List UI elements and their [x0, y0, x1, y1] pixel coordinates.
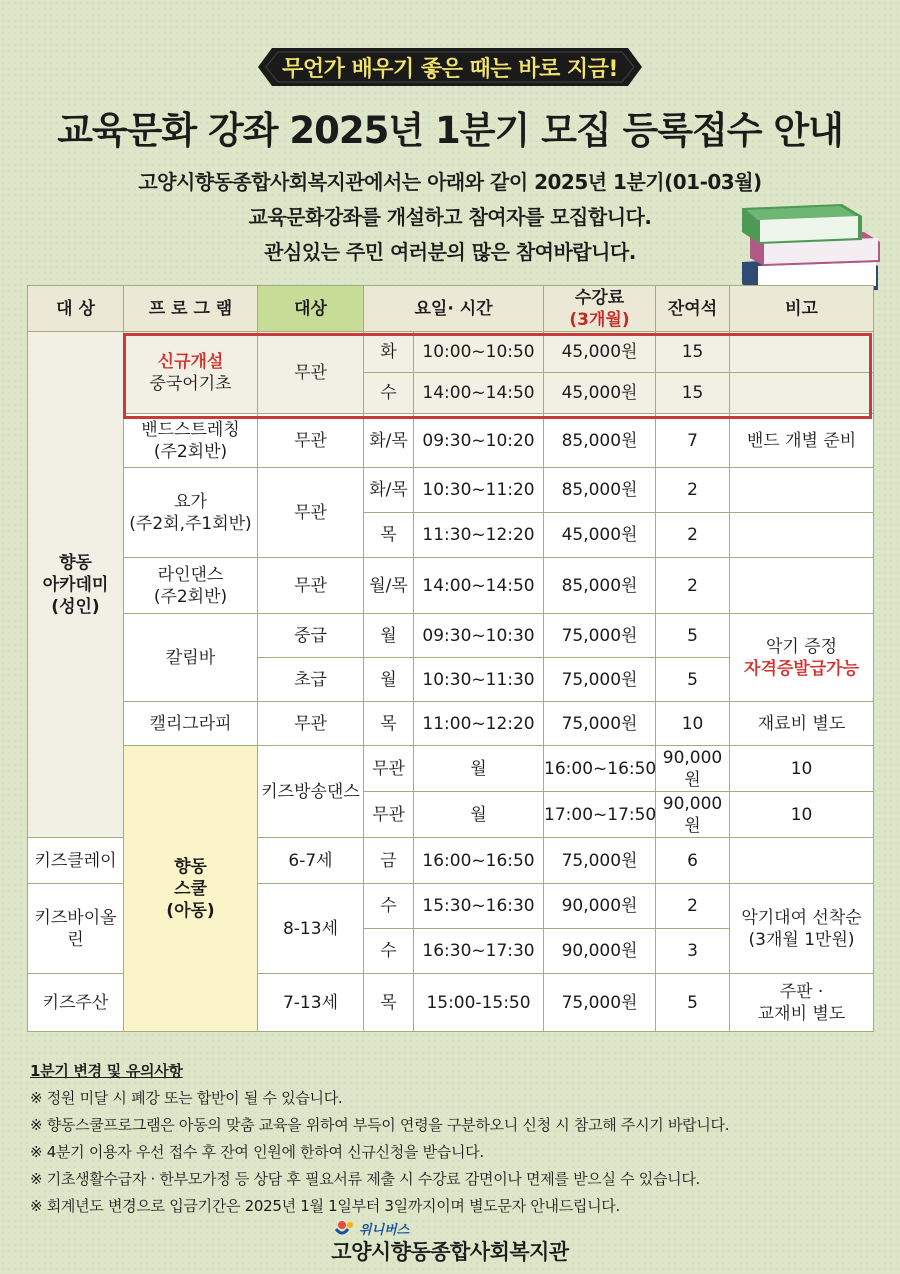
note-cell [730, 614, 874, 702]
day-cell: 수 [364, 929, 414, 974]
target-cell: 6-7세 [258, 838, 364, 884]
seats-cell: 15 [656, 373, 730, 414]
note-line: 악기대여 선착순 [741, 907, 862, 928]
fee-cell: 75,000원 [544, 614, 656, 658]
time-cell: 11:00~12:20 [414, 702, 544, 746]
seats-cell: 2 [656, 513, 730, 558]
note-line: 교재비 별도 [757, 1003, 846, 1024]
logo-text: 위니버스 [359, 1222, 410, 1238]
program-name: 밴드스트레칭 [141, 419, 240, 440]
day-cell: 월/목 [364, 558, 414, 614]
time-cell: 10:30~11:20 [414, 468, 544, 513]
org-logo [335, 1218, 565, 1238]
group-label: (아동) [166, 900, 215, 921]
target-cell: 무관 [258, 558, 364, 614]
intro-paragraph [60, 165, 840, 270]
day-cell: 월 [414, 792, 544, 838]
note-cell: 재료비 별도 [730, 702, 874, 746]
fee-cell: 45,000원 [544, 513, 656, 558]
target-cell: 중급 [258, 614, 364, 658]
program-name-cell: 키즈바이올린 [28, 884, 124, 974]
time-cell: 09:30~10:30 [414, 614, 544, 658]
day-cell: 목 [364, 702, 414, 746]
fee-cell: 85,000원 [544, 414, 656, 468]
time-cell: 16:00~16:50 [414, 838, 544, 884]
program-name: 요가 [174, 491, 207, 512]
fee-cell: 75,000원 [544, 838, 656, 884]
target-cell: 7-13세 [258, 974, 364, 1032]
day-cell: 목 [364, 974, 414, 1032]
fee-cell: 90,000원 [656, 792, 730, 838]
time-cell: 11:30~12:20 [414, 513, 544, 558]
program-name-cell [124, 332, 258, 414]
time-cell: 10:00~10:50 [414, 332, 544, 373]
fee-cell: 75,000원 [544, 658, 656, 702]
fee-cell: 45,000원 [544, 373, 656, 414]
seats-cell: 6 [656, 838, 730, 884]
notice-item: ※ 회계년도 변경으로 입금기간은 2025년 1월 1일부터 3일까지이며 별도문자 안내드립니다. [30, 1197, 620, 1215]
program-name-cell [124, 468, 258, 558]
day-cell: 화 [364, 332, 414, 373]
note-cell [730, 513, 874, 558]
fee-cell: 75,000원 [544, 702, 656, 746]
fee-label: 수강료 [574, 287, 625, 308]
note-line: (3개월 1만원) [748, 929, 855, 950]
seats-cell: 3 [656, 929, 730, 974]
target-cell: 무관 [258, 332, 364, 414]
page-title: 교육문화 강좌 2025년 1분기 모집 등록접수 안내 [57, 109, 843, 152]
seats-cell: 5 [656, 974, 730, 1032]
day-cell: 월 [364, 658, 414, 702]
notice-item: ※ 기초생활수급자 · 한부모가정 등 상담 후 필요서류 제출 시 수강료 감면이나 면제를 받으실 수 있습니다. [30, 1170, 701, 1188]
program-name: 중국어기초 [149, 373, 232, 394]
table-row [28, 746, 874, 792]
program-name-cell [124, 558, 258, 614]
time-cell: 15:00-15:50 [414, 974, 544, 1032]
table-row [28, 614, 874, 658]
day-cell: 수 [364, 373, 414, 414]
day-cell: 수 [364, 884, 414, 929]
program-schedule: (주2회반) [153, 586, 228, 607]
seats-cell: 10 [730, 792, 874, 838]
col-header-seats: 잔여석 [656, 286, 730, 332]
notice-item: ※ 정원 미달 시 폐강 또는 합반이 될 수 있습니다. [30, 1089, 343, 1107]
fee-cell: 90,000원 [544, 929, 656, 974]
note-cell [730, 373, 874, 414]
target-cell: 무관 [258, 702, 364, 746]
banner-text: 무언가 배우기 좋은 때는 바로 지금! [282, 56, 618, 82]
seats-cell: 2 [656, 884, 730, 929]
note-cell [730, 974, 874, 1032]
note-line: 주판 · [779, 981, 824, 1002]
seats-cell: 10 [730, 746, 874, 792]
group-cell-adult [28, 332, 124, 838]
target-cell: 무관 [364, 746, 414, 792]
target-cell: 초급 [258, 658, 364, 702]
col-header-group: 대 상 [28, 286, 124, 332]
note-cell: 밴드 개별 준비 [730, 414, 874, 468]
program-name-cell: 키즈클레이 [28, 838, 124, 884]
note-cell [730, 332, 874, 373]
notice-item: ※ 4분기 이용자 우선 접수 후 잔여 인원에 한하여 신규신청을 받습니다. [30, 1143, 484, 1161]
org-name: 고양시향동종합사회복지관 [331, 1240, 569, 1264]
day-cell: 월 [414, 746, 544, 792]
logo-mark-icon [335, 1219, 355, 1237]
time-cell: 16:00~16:50 [544, 746, 656, 792]
fee-cell: 75,000원 [544, 974, 656, 1032]
notice-section [30, 1058, 870, 1220]
intro-line: 고양시향동종합사회복지관에서는 아래와 같이 2025년 1분기(01-03월) [138, 170, 762, 194]
table-row [28, 702, 874, 746]
day-cell: 화/목 [364, 414, 414, 468]
col-header-program: 프 로 그 램 [124, 286, 258, 332]
table-row [28, 468, 874, 513]
note-cell [730, 838, 874, 884]
group-label: (성인) [51, 596, 100, 617]
seats-cell: 2 [656, 558, 730, 614]
fee-cell: 90,000원 [656, 746, 730, 792]
note-cell [730, 468, 874, 513]
new-course-badge: 신규개설 [157, 351, 224, 372]
table-header-row [28, 286, 874, 332]
col-header-time: 요일· 시간 [364, 286, 544, 332]
notice-title: 1분기 변경 및 유의사항 [30, 1062, 183, 1080]
time-cell: 16:30~17:30 [414, 929, 544, 974]
seats-cell: 15 [656, 332, 730, 373]
program-name-cell: 키즈방송댄스 [258, 746, 364, 838]
time-cell: 14:00~14:50 [414, 558, 544, 614]
program-name-cell: 칼림바 [124, 614, 258, 702]
seats-cell: 5 [656, 614, 730, 658]
target-cell: 무관 [364, 792, 414, 838]
table-row [28, 332, 874, 373]
col-header-target: 대상 [258, 286, 364, 332]
target-cell: 무관 [258, 414, 364, 468]
program-name-cell: 키즈주산 [28, 974, 124, 1032]
time-cell: 17:00~17:50 [544, 792, 656, 838]
col-header-note: 비고 [730, 286, 874, 332]
book-stack-icon [738, 200, 883, 295]
day-cell: 화/목 [364, 468, 414, 513]
time-cell: 14:00~14:50 [414, 373, 544, 414]
program-name: 라인댄스 [157, 564, 224, 585]
intro-line: 교육문화강좌를 개설하고 참여자를 모집합니다. [248, 205, 652, 229]
program-schedule: (주2회,주1회반) [129, 513, 252, 534]
group-cell-kids [124, 746, 258, 1032]
program-name-cell [124, 414, 258, 468]
seats-cell: 5 [656, 658, 730, 702]
table-row [28, 558, 874, 614]
note-cell [730, 558, 874, 614]
fee-period-note: (3개월) [569, 309, 630, 330]
notice-item: ※ 향동스쿨프로그램은 아동의 맞춤 교육을 위하여 부득이 연령을 구분하오니 신청 시 참고해 주시기 바랍니다. [30, 1116, 730, 1134]
program-name-cell: 캘리그라피 [124, 702, 258, 746]
note-line: 악기 증정 [765, 636, 838, 657]
day-cell: 목 [364, 513, 414, 558]
target-cell: 8-13세 [258, 884, 364, 974]
seats-cell: 10 [656, 702, 730, 746]
time-cell: 10:30~11:30 [414, 658, 544, 702]
day-cell: 금 [364, 838, 414, 884]
group-label: 스쿨 [174, 878, 207, 899]
note-cell [730, 884, 874, 974]
time-cell: 15:30~16:30 [414, 884, 544, 929]
fee-cell: 45,000원 [544, 332, 656, 373]
table-row [28, 414, 874, 468]
day-cell: 월 [364, 614, 414, 658]
group-label: 아카데미 [42, 574, 109, 595]
seats-cell: 2 [656, 468, 730, 513]
top-banner [258, 44, 642, 90]
time-cell: 09:30~10:20 [414, 414, 544, 468]
fee-cell: 90,000원 [544, 884, 656, 929]
program-table [27, 285, 874, 1032]
group-label: 향동 [59, 552, 92, 573]
program-schedule: (주2회반) [153, 441, 228, 462]
intro-line: 관심있는 주민 여러분의 많은 참여바랍니다. [264, 240, 636, 264]
group-label: 향동 [174, 856, 207, 877]
col-header-fee [544, 286, 656, 332]
target-cell: 무관 [258, 468, 364, 558]
seats-cell: 7 [656, 414, 730, 468]
certificate-note: 자격증발급가능 [744, 658, 859, 679]
fee-cell: 85,000원 [544, 468, 656, 513]
fee-cell: 85,000원 [544, 558, 656, 614]
